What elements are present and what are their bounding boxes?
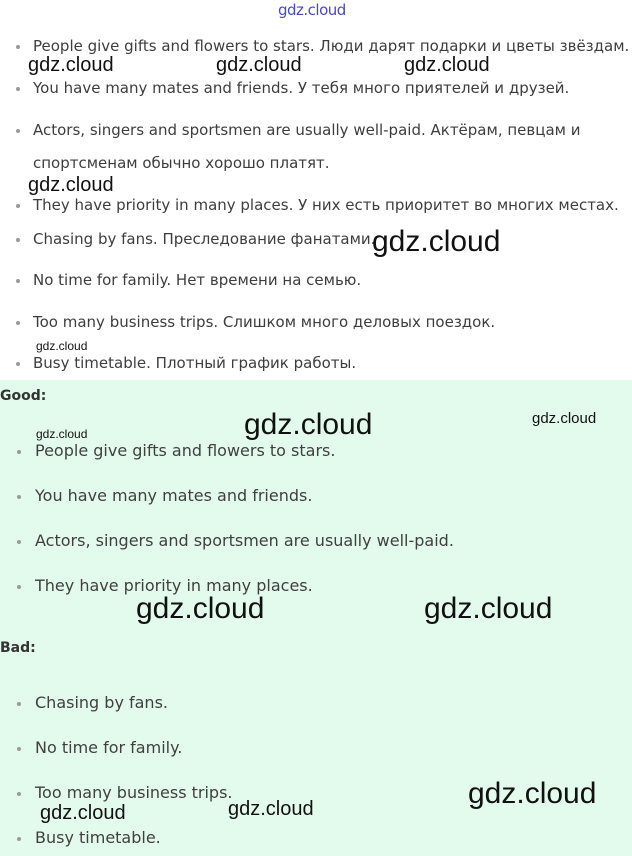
watermark: gdz.cloud [372,225,501,258]
bullet-icon [16,321,20,325]
watermark: gdz.cloud [532,410,597,427]
watermark: gdz.cloud [136,592,265,625]
good-heading: Good: [0,388,47,404]
watermark: gdz.cloud [424,592,553,625]
bullet-icon [17,495,21,499]
list-item-text: Busy timetable. [35,828,161,847]
list-item-text: Chasing by fans. Преследование фанатами. [33,230,376,248]
watermark: gdz.cloud [28,54,114,76]
watermark: gdz.cloud [36,427,88,441]
bullet-icon [17,540,21,544]
list-item-text: спортсменам обычно хорошо платят. [33,154,330,172]
list-item-text: They have priority in many places. [35,576,313,595]
list-item-text: People give gifts and flowers to stars. [35,441,336,460]
bullet-icon [17,747,21,751]
list-item-text: No time for family. [35,738,183,757]
bullet-icon [16,238,20,242]
bad-heading: Bad: [0,640,36,656]
bullet-icon [16,129,20,133]
list-item-text: You have many mates and friends. У тебя много приятелей и друзей. [33,79,570,97]
list-item-text: They have priority in many places. У них есть приоритет во многих местах. [33,196,619,214]
watermark: gdz.cloud [36,339,88,353]
bullet-icon [17,837,21,841]
bullet-icon [16,87,20,91]
list-item-text: Actors, singers and sportsmen are usually well-paid. Актёрам, певцам и [33,121,581,139]
bullet-icon [16,279,20,283]
list-item-text: No time for family. Нет времени на семью. [33,271,362,289]
bullet-icon [16,45,20,49]
watermark: gdz.cloud [40,802,126,824]
site-mark[interactable]: gdz.cloud [278,1,346,19]
watermark: gdz.cloud [28,174,114,196]
list-item-text: People give gifts and flowers to stars. Люди дарят подарки и цветы звёздам. [33,37,630,55]
list-item-text: Chasing by fans. [35,693,168,712]
bullet-icon [17,792,21,796]
bullet-icon [17,450,21,454]
watermark: gdz.cloud [228,798,314,820]
watermark: gdz.cloud [216,54,302,76]
bullet-icon [17,702,21,706]
watermark: gdz.cloud [244,408,373,441]
bullet-icon [17,585,21,589]
watermark: gdz.cloud [468,777,597,810]
bullet-icon [16,204,20,208]
watermark: gdz.cloud [404,54,490,76]
list-item-text: Too many business trips. Слишком много деловых поездок. [33,313,496,331]
list-item-text: Actors, singers and sportsmen are usually well-paid. [35,531,454,550]
list-item-text: Busy timetable. Плотный график работы. [33,354,357,372]
list-item-text: You have many mates and friends. [35,486,313,505]
list-item-text: Too many business trips. [35,783,233,802]
bullet-icon [16,362,20,366]
